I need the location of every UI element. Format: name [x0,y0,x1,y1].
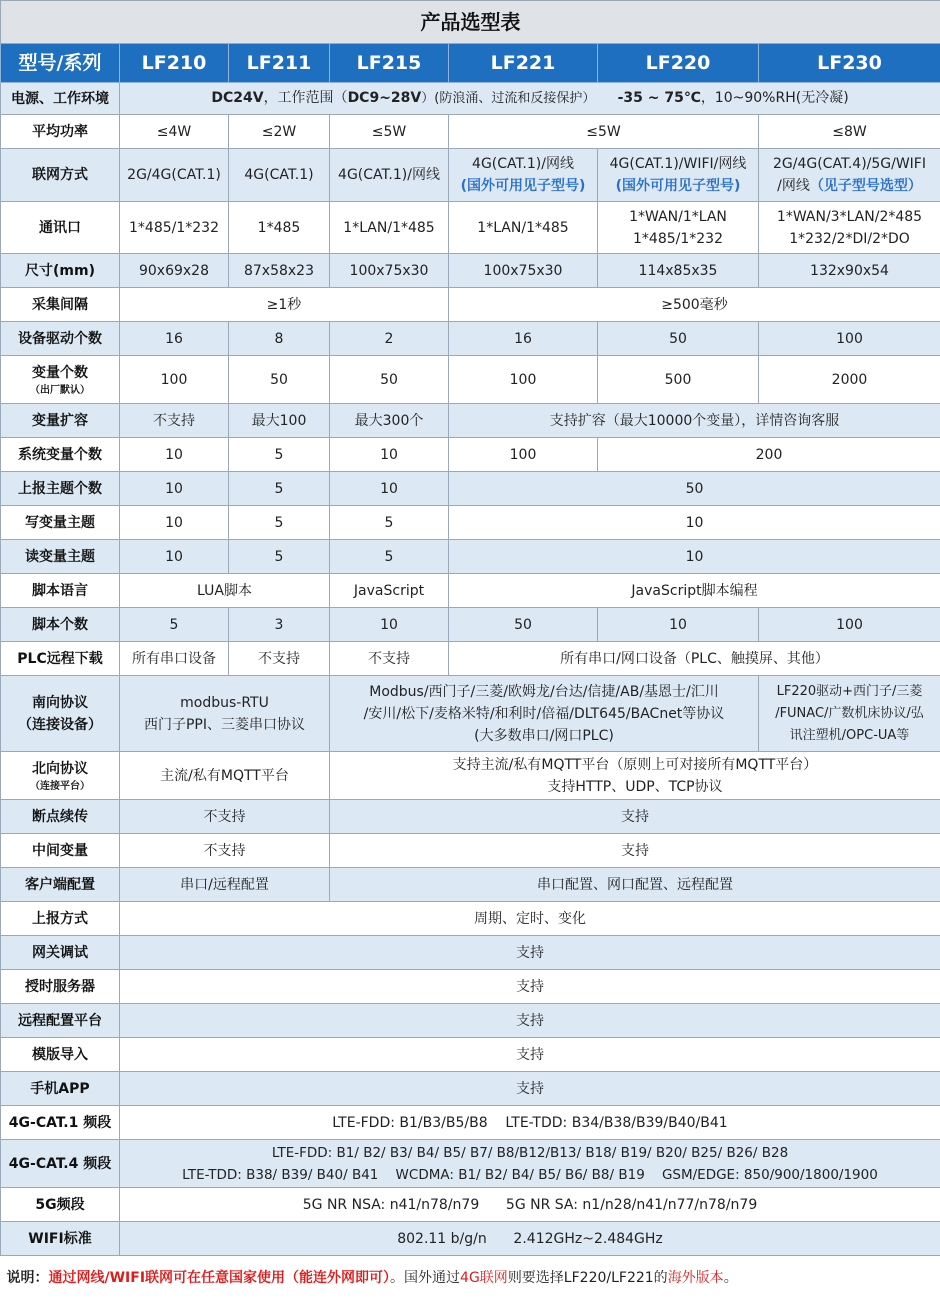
model-lf215: LF215 [330,44,449,83]
table-cell: 2G/4G(CAT.4)/5G/WIFI /网线（见子型号选型） [759,149,940,202]
table-cell: 1*WAN/1*LAN 1*485/1*232 [598,202,759,254]
table-cell: 100 [759,608,940,642]
row-label: 写变量主题 [1,506,120,540]
table-cell: 5 [229,438,330,472]
row-label: 网关调试 [1,936,120,970]
table-cell: 支持 [120,1072,940,1106]
table-cell: 500 [598,356,759,404]
table-cell: 87x58x23 [229,254,330,288]
table-cell: 10 [449,506,940,540]
table-cell: 1*LAN/1*485 [330,202,449,254]
table-cell: 10 [120,438,229,472]
row-label: 手机APP [1,1072,120,1106]
table-row [1,1106,940,1140]
row-label: 读变量主题 [1,540,120,574]
model-lf211: LF211 [229,44,330,83]
footnote-row [1,1256,940,1301]
table-cell: 1*LAN/1*485 [449,202,598,254]
table-cell: 114x85x35 [598,254,759,288]
table-cell: 100 [449,356,598,404]
table-cell: ≤5W [449,115,759,149]
table-cell: ≥500毫秒 [449,288,940,322]
table-row [1,472,940,506]
table-row [1,540,940,574]
table-row [1,1038,940,1072]
table-row [1,322,940,356]
table-cell: 串口/远程配置 [120,868,330,902]
table-cell: LUA脚本 [120,574,330,608]
model-lf221: LF221 [449,44,598,83]
table-cell: 4G(CAT.1)/网线 (国外可用见子型号) [449,149,598,202]
row-label: 通讯口 [1,202,120,254]
table-cell: 1*485/1*232 [120,202,229,254]
table-cell: ≤5W [330,115,449,149]
row-label: 4G-CAT.4 频段 [1,1140,120,1188]
table-cell: LTE-FDD: B1/B3/B5/B8 LTE-TDD: B34/B38/B39/B40/B41 [120,1106,940,1140]
table-cell: 主流/私有MQTT平台 [120,752,330,800]
table-cell: 802.11 b/g/n 2.412GHz~2.484GHz [120,1222,940,1256]
table-cell: 支持 [120,1004,940,1038]
table-cell: 5 [229,540,330,574]
table-cell: 支持主流/私有MQTT平台（原则上可对接所有MQTT平台） 支持HTTP、UDP、TCP协议 [330,752,940,800]
table-row [1,1188,940,1222]
table-row [1,356,940,404]
table-cell: 不支持 [330,642,449,676]
table-cell: 100 [759,322,940,356]
table-cell: 所有串口/网口设备（PLC、触摸屏、其他） [449,642,940,676]
table-cell: 所有串口设备 [120,642,229,676]
table-cell: 周期、定时、变化 [120,902,940,936]
table-cell: Modbus/西门子/三菱/欧姆龙/台达/信捷/AB/基恩士/汇川 /安川/松下/麦格米特/和利时/倍福/DLT645/BACnet等协议 (大多数串口/网口PLC) [330,676,759,752]
table-cell: LF220驱动+西门子/三菱 /FUNAC/广数机床协议/弘 讯注塑机/OPC-UA等 [759,676,940,752]
row-label: 设备驱动个数 [1,322,120,356]
row-label: 模版导入 [1,1038,120,1072]
table-cell: modbus-RTU 西门子PPI、三菱串口协议 [120,676,330,752]
table-cell: 8 [229,322,330,356]
row-label: 脚本语言 [1,574,120,608]
table-cell: 2 [330,322,449,356]
table-cell: 2000 [759,356,940,404]
table-row [1,834,940,868]
table-cell: JavaScript [330,574,449,608]
row-label: 客户端配置 [1,868,120,902]
table-cell: 2G/4G(CAT.1) [120,149,229,202]
table-cell: 10 [330,438,449,472]
table-cell: 16 [449,322,598,356]
table-cell: 50 [449,472,940,506]
footnote: 说明：通过网线/WIFI联网可在任意国家使用（能连外网即可）。国外通过4G联网则要选择LF220/LF221的海外版本。 [1,1256,940,1301]
table-row [1,115,940,149]
table-cell: 串口配置、网口配置、远程配置 [330,868,940,902]
row-label: 4G-CAT.1 频段 [1,1106,120,1140]
table-cell: 5 [330,540,449,574]
table-cell: 支持 [120,936,940,970]
table-cell: 10 [330,608,449,642]
row-label: 联网方式 [1,149,120,202]
table-row [1,83,940,115]
table-cell: 5G NR NSA: n41/n78/n79 5G NR SA: n1/n28/n41/n77/n78/n79 [120,1188,940,1222]
table-cell: 16 [120,322,229,356]
table-cell: ≤4W [120,115,229,149]
table-cell: 4G(CAT.1)/网线 [330,149,449,202]
row-label: 授时服务器 [1,970,120,1004]
table-cell: 10 [598,608,759,642]
table-cell: 不支持 [229,642,330,676]
row-label: 变量个数 （出厂默认） [1,356,120,404]
table-cell: ≤8W [759,115,940,149]
row-label: 脚本个数 [1,608,120,642]
table-cell: 10 [120,540,229,574]
row-label: 远程配置平台 [1,1004,120,1038]
table-cell: 132x90x54 [759,254,940,288]
table-cell: 不支持 [120,834,330,868]
table-cell: 5 [229,472,330,506]
table-row [1,970,940,1004]
table-row [1,752,940,800]
row-label: 上报方式 [1,902,120,936]
table-row [1,288,940,322]
row-label: 断点续传 [1,800,120,834]
row-label: 尺寸(mm) [1,254,120,288]
table-title: 产品选型表 [1,1,940,44]
table-cell: 支持 [120,970,940,1004]
row-label: 上报主题个数 [1,472,120,506]
table-row [1,506,940,540]
table-cell: 100x75x30 [449,254,598,288]
table-cell: 10 [120,472,229,506]
table-row [1,1004,940,1038]
model-lf220: LF220 [598,44,759,83]
table-row [1,1222,940,1256]
table-row [1,1140,940,1188]
row-label: WIFI标准 [1,1222,120,1256]
table-row [1,1072,940,1106]
table-row [1,149,940,202]
row-label: 5G频段 [1,1188,120,1222]
table-cell: 5 [229,506,330,540]
table-row [1,868,940,902]
table-cell: 4G(CAT.1) [229,149,330,202]
table-cell: 50 [229,356,330,404]
table-cell: 1*WAN/3*LAN/2*485 1*232/2*DI/2*DO [759,202,940,254]
row-label: 中间变量 [1,834,120,868]
table-cell: 100 [120,356,229,404]
table-cell: 支持 [120,1038,940,1072]
table-cell: 50 [449,608,598,642]
row-label: PLC远程下载 [1,642,120,676]
table-cell: 不支持 [120,404,229,438]
table-row [1,438,940,472]
table-cell: 1*485 [229,202,330,254]
table-row [1,608,940,642]
table-cell: JavaScript脚本编程 [449,574,940,608]
table-cell: 4G(CAT.1)/WIFI/网线 (国外可用见子型号) [598,149,759,202]
table-cell: 90x69x28 [120,254,229,288]
table-cell: 50 [598,322,759,356]
table-cell: LTE-FDD: B1/ B2/ B3/ B4/ B5/ B7/ B8/B12/B13/ B18/ B19/ B20/ B25/ B26/ B28 LTE-TDD: B38/ B39/ B40/ B41 WCDMA: B1/ B2/ B4/ B5/ B6/ B8/ B19 GSM/EDGE: 850/900/1800/1900 [120,1140,940,1188]
table-row [1,404,940,438]
header-label: 型号/系列 [1,44,120,83]
table-cell: 100x75x30 [330,254,449,288]
table-cell: 最大300个 [330,404,449,438]
table-row [1,936,940,970]
header-row [1,44,940,83]
row-label: 变量扩容 [1,404,120,438]
row-label: 南向协议 （连接设备） [1,676,120,752]
table-cell: 10 [120,506,229,540]
table-cell: 3 [229,608,330,642]
cell-power-env: DC24V，工作范围（DC9~28V）(防浪涌、过流和反接保护） -35 ~ 75℃，10~90%RH(无冷凝) [120,83,940,115]
table-cell: 支持扩容（最大10000个变量），详情咨询客服 [449,404,940,438]
table-row [1,254,940,288]
table-cell: 不支持 [120,800,330,834]
table-row [1,642,940,676]
table-cell: 100 [449,438,598,472]
table-cell: 最大100 [229,404,330,438]
table-cell: 支持 [330,834,940,868]
table-cell: 10 [330,472,449,506]
table-cell: 支持 [330,800,940,834]
table-cell: 5 [330,506,449,540]
table-row [1,800,940,834]
table-cell: 200 [598,438,940,472]
table-row [1,902,940,936]
model-lf210: LF210 [120,44,229,83]
table-cell: 10 [449,540,940,574]
row-label: 北向协议 （连接平台） [1,752,120,800]
row-label: 电源、工作环境 [1,83,120,115]
row-label: 系统变量个数 [1,438,120,472]
table-row [1,574,940,608]
table-cell: ≥1秒 [120,288,449,322]
table-row [1,202,940,254]
table-cell: 50 [330,356,449,404]
table-cell: 5 [120,608,229,642]
model-lf230: LF230 [759,44,940,83]
row-label: 平均功率 [1,115,120,149]
row-label: 采集间隔 [1,288,120,322]
table-cell: ≤2W [229,115,330,149]
table-row [1,676,940,752]
